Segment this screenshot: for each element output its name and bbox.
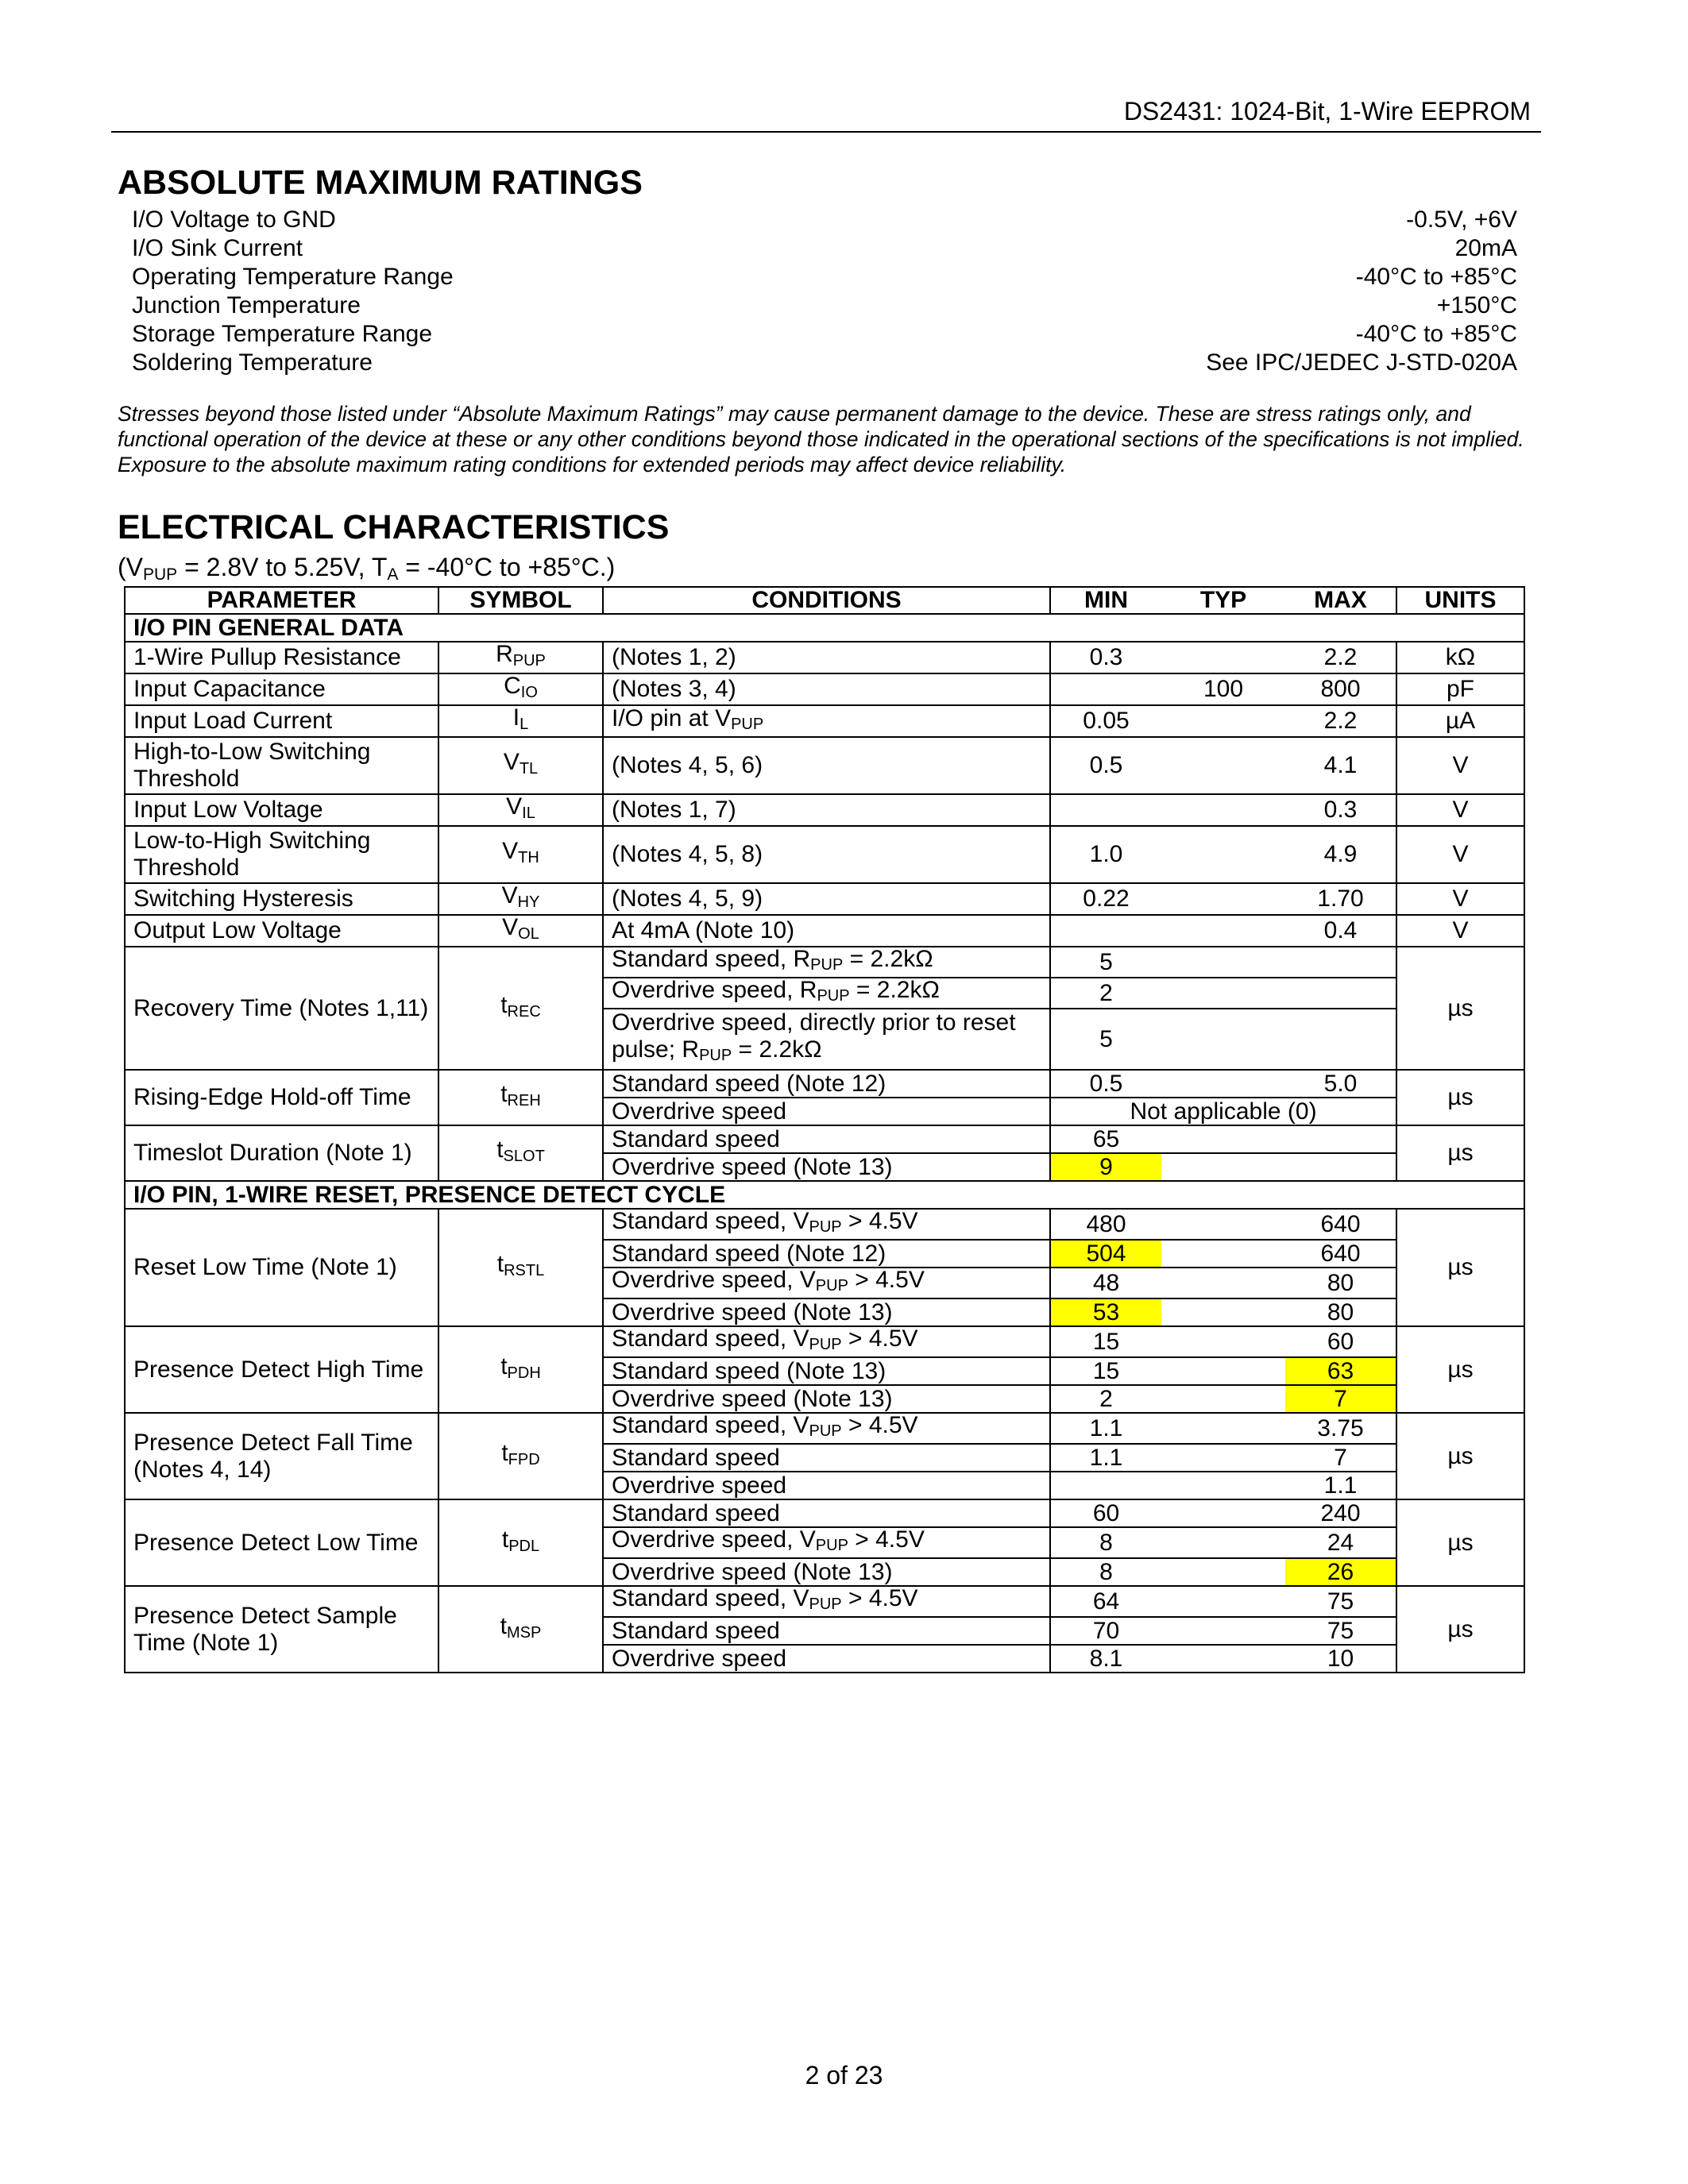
ec-conditions xyxy=(118,553,615,585)
min-cell: 48 xyxy=(1050,1268,1161,1298)
min-cell: 5 xyxy=(1050,947,1161,978)
typ-cell xyxy=(1161,1268,1285,1298)
cond-cell xyxy=(603,1268,1050,1298)
amr-value: -40°C to +85°C xyxy=(1355,321,1517,347)
sym-sub: IO xyxy=(520,684,538,701)
symbol-cell xyxy=(438,947,603,1070)
sym-letter: t xyxy=(496,1136,504,1163)
col-header-units: UNITS xyxy=(1396,587,1524,614)
min-cell: 0.5 xyxy=(1050,737,1161,794)
cond-cell: Standard speed (Note 12) xyxy=(603,1240,1050,1268)
amr-label: I/O Sink Current xyxy=(132,235,303,261)
min-cell: 8 xyxy=(1050,1558,1161,1586)
max-cell: 1.70 xyxy=(1285,883,1396,915)
max-cell: 24 xyxy=(1285,1527,1396,1558)
param-cell: Timeslot Duration (Note 1) xyxy=(125,1125,438,1181)
max-cell-highlighted: 63 xyxy=(1285,1357,1396,1385)
units-cell: µs xyxy=(1396,947,1524,1070)
sym-sub: REH xyxy=(507,1092,541,1109)
typ-cell xyxy=(1161,1558,1285,1586)
typ-cell: 100 xyxy=(1161,673,1285,705)
min-cell: 15 xyxy=(1050,1357,1161,1385)
sym-letter: t xyxy=(496,1251,504,1277)
symbol-cell xyxy=(438,737,603,794)
cond-text: Standard speed, V xyxy=(612,1209,809,1234)
cond-cell: Overdrive speed (Note 13) xyxy=(603,1385,1050,1413)
units-cell: µs xyxy=(1396,1499,1524,1586)
min-cell: 65 xyxy=(1050,1125,1161,1153)
ec-heading: ELECTRICAL CHARACTERISTICS xyxy=(118,508,670,546)
col-header-symbol: SYMBOL xyxy=(438,587,603,614)
max-cell: 75 xyxy=(1285,1617,1396,1645)
table-row xyxy=(125,947,1524,978)
sym-sub: PDL xyxy=(508,1537,540,1555)
typ-cell xyxy=(1161,642,1285,673)
min-cell: 2 xyxy=(1050,978,1161,1009)
cond-sub: PUP xyxy=(810,956,844,974)
not-applicable-cell: Not applicable (0) xyxy=(1050,1098,1396,1125)
cond-cell xyxy=(603,1527,1050,1558)
cond-cell: (Notes 1, 2) xyxy=(603,642,1050,673)
units-cell: µs xyxy=(1396,1413,1524,1499)
cond-sub: PUP xyxy=(809,1596,842,1613)
sym-sub: L xyxy=(520,716,529,733)
cond-cell: At 4mA (Note 10) xyxy=(603,915,1050,947)
document-header-title: DS2431: 1024-Bit, 1-Wire EEPROM xyxy=(1123,97,1531,125)
cond-cell xyxy=(603,1009,1050,1070)
cond-cell xyxy=(603,1326,1050,1357)
min-cell: 8.1 xyxy=(1050,1645,1161,1673)
amr-label: Soldering Temperature xyxy=(132,349,373,376)
cond-sub: PUP xyxy=(809,1422,842,1440)
sym-sub: OL xyxy=(518,925,539,943)
max-cell xyxy=(1285,1009,1396,1070)
max-cell: 80 xyxy=(1285,1298,1396,1326)
sym-letter: C xyxy=(504,673,521,699)
cond-text: Standard speed, V xyxy=(612,1413,809,1438)
min-cell: 60 xyxy=(1050,1499,1161,1527)
min-cell: 480 xyxy=(1050,1209,1161,1240)
table-row xyxy=(125,1070,1524,1098)
col-header-parameter: PARAMETER xyxy=(125,587,438,614)
sym-sub: REC xyxy=(507,1002,541,1021)
typ-cell xyxy=(1161,1125,1285,1153)
table-row xyxy=(125,673,1524,705)
header-rule xyxy=(111,131,1541,133)
units-cell: µs xyxy=(1396,1586,1524,1673)
units-cell: pF xyxy=(1396,673,1524,705)
cond-text: > 4.5V xyxy=(841,1209,918,1234)
amr-value: +150°C xyxy=(1436,292,1517,318)
units-cell: V xyxy=(1396,794,1524,826)
table-header-row xyxy=(125,587,1524,614)
max-cell: 3.75 xyxy=(1285,1413,1396,1444)
cond-text: > 4.5V xyxy=(848,1268,925,1293)
table-row xyxy=(125,1125,1524,1153)
max-cell: 640 xyxy=(1285,1240,1396,1268)
sym-letter: t xyxy=(500,991,508,1018)
cond-text: Overdrive speed, directly prior to reset pulse; R xyxy=(612,1009,1016,1063)
sym-sub: MSP xyxy=(507,1623,542,1642)
cond-text: > 4.5V xyxy=(848,1527,925,1553)
param-cell: Switching Hysteresis xyxy=(125,883,438,915)
sym-letter: V xyxy=(501,883,518,909)
cond-open: (V xyxy=(118,553,143,581)
param-cell: Presence Detect Sample Time (Note 1) xyxy=(125,1586,438,1673)
table-row xyxy=(125,642,1524,673)
cond-sub: PUP xyxy=(809,1336,842,1353)
cond-cell xyxy=(603,705,1050,737)
typ-cell xyxy=(1161,1326,1285,1357)
min-cell: 5 xyxy=(1050,1009,1161,1070)
symbol-cell xyxy=(438,705,603,737)
amr-row xyxy=(132,206,1517,234)
max-cell xyxy=(1285,1153,1396,1181)
cond-text: Standard speed, R xyxy=(612,947,811,972)
typ-cell xyxy=(1161,826,1285,883)
units-cell: V xyxy=(1396,737,1524,794)
table-row xyxy=(125,705,1524,737)
cond-close: = -40°C to +85°C.) xyxy=(398,553,616,581)
amr-row xyxy=(132,291,1517,320)
max-cell xyxy=(1285,947,1396,978)
sym-letter: t xyxy=(501,1526,509,1553)
page-number: 2 of 23 xyxy=(805,2061,883,2089)
max-cell: 2.2 xyxy=(1285,705,1396,737)
max-cell: 4.9 xyxy=(1285,826,1396,883)
param-cell: Input Low Voltage xyxy=(125,794,438,826)
param-cell: 1-Wire Pullup Resistance xyxy=(125,642,438,673)
max-cell-highlighted: 7 xyxy=(1285,1385,1396,1413)
cond-cell: (Notes 4, 5, 8) xyxy=(603,826,1050,883)
param-cell: High-to-Low Switching Threshold xyxy=(125,737,438,794)
section-reset-cycle: I/O PIN, 1-WIRE RESET, PRESENCE DETECT CYCLE xyxy=(125,1181,1524,1209)
cond-cell: Standard speed xyxy=(603,1617,1050,1645)
param-cell: Rising-Edge Hold-off Time xyxy=(125,1070,438,1125)
sym-letter: V xyxy=(506,794,523,820)
table-row xyxy=(125,1209,1524,1240)
typ-cell xyxy=(1161,1009,1285,1070)
typ-cell xyxy=(1161,705,1285,737)
max-cell: 0.4 xyxy=(1285,915,1396,947)
max-cell xyxy=(1285,978,1396,1009)
units-cell: µs xyxy=(1396,1125,1524,1181)
symbol-cell xyxy=(438,642,603,673)
amr-value: 20mA xyxy=(1454,235,1517,261)
max-cell: 1.1 xyxy=(1285,1472,1396,1499)
symbol-cell xyxy=(438,826,603,883)
cond-sub: PUP xyxy=(809,1218,842,1236)
cond-cell: Overdrive speed xyxy=(603,1098,1050,1125)
min-cell-highlighted: 53 xyxy=(1050,1298,1161,1326)
cond-cell: (Notes 4, 5, 9) xyxy=(603,883,1050,915)
sym-sub: PDH xyxy=(507,1364,541,1382)
amr-row xyxy=(132,320,1517,349)
cond-cell: Standard speed xyxy=(603,1499,1050,1527)
amr-value: -40°C to +85°C xyxy=(1355,264,1517,290)
typ-cell xyxy=(1161,1070,1285,1098)
typ-cell xyxy=(1161,1240,1285,1268)
typ-cell xyxy=(1161,1617,1285,1645)
col-header-min: MIN xyxy=(1050,587,1161,614)
typ-cell xyxy=(1161,1153,1285,1181)
table-row xyxy=(125,915,1524,947)
cond-mid: = 2.8V to 5.25V, T xyxy=(177,553,388,581)
cond-cell: Standard speed xyxy=(603,1125,1050,1153)
table-row xyxy=(125,1586,1524,1617)
max-cell: 640 xyxy=(1285,1209,1396,1240)
symbol-cell xyxy=(438,1586,603,1673)
section-row xyxy=(125,1181,1524,1209)
max-cell-highlighted: 26 xyxy=(1285,1558,1396,1586)
typ-cell xyxy=(1161,1385,1285,1413)
typ-cell xyxy=(1161,1298,1285,1326)
cond-cell xyxy=(603,1413,1050,1444)
typ-cell xyxy=(1161,1357,1285,1385)
cond-text: = 2.2kΩ xyxy=(732,1036,822,1063)
param-cell: Presence Detect High Time xyxy=(125,1326,438,1413)
units-cell: µA xyxy=(1396,705,1524,737)
cond-cell: Standard speed xyxy=(603,1444,1050,1472)
min-cell xyxy=(1050,1472,1161,1499)
min-cell xyxy=(1050,673,1161,705)
cond-text: Standard speed, V xyxy=(612,1586,809,1611)
sym-letter: t xyxy=(500,1612,507,1639)
symbol-cell xyxy=(438,673,603,705)
min-cell-highlighted: 504 xyxy=(1050,1240,1161,1268)
table-row xyxy=(125,1413,1524,1444)
sym-letter: V xyxy=(502,838,519,864)
param-cell: Reset Low Time (Note 1) xyxy=(125,1209,438,1326)
cond-text: Overdrive speed, V xyxy=(612,1527,816,1553)
typ-cell xyxy=(1161,1645,1285,1673)
table-row xyxy=(125,883,1524,915)
symbol-cell xyxy=(438,1070,603,1125)
cond-sub: PUP xyxy=(699,1047,732,1064)
col-header-conditions: CONDITIONS xyxy=(603,587,1050,614)
cond-text: = 2.2kΩ xyxy=(843,947,933,972)
section-row xyxy=(125,614,1524,642)
max-cell: 2.2 xyxy=(1285,642,1396,673)
typ-cell xyxy=(1161,1413,1285,1444)
cond-cell xyxy=(603,947,1050,978)
min-cell: 15 xyxy=(1050,1326,1161,1357)
symbol-cell xyxy=(438,1413,603,1499)
typ-cell xyxy=(1161,1499,1285,1527)
amr-row xyxy=(132,263,1517,291)
min-cell: 1.0 xyxy=(1050,826,1161,883)
symbol-cell xyxy=(438,794,603,826)
amr-label: I/O Voltage to GND xyxy=(132,206,336,233)
sym-letter: t xyxy=(501,1439,508,1466)
min-cell xyxy=(1050,794,1161,826)
amr-list xyxy=(132,206,1517,377)
amr-label: Operating Temperature Range xyxy=(132,264,454,290)
cond-text: > 4.5V xyxy=(841,1413,918,1438)
table-row xyxy=(125,737,1524,794)
min-cell: 1.1 xyxy=(1050,1444,1161,1472)
cond-sub: PUP xyxy=(731,715,764,733)
cond-text: Standard speed, V xyxy=(612,1326,809,1352)
param-cell: Output Low Voltage xyxy=(125,915,438,947)
min-cell-highlighted: 9 xyxy=(1050,1153,1161,1181)
cond-cell: Overdrive speed (Note 13) xyxy=(603,1153,1050,1181)
cond-cell xyxy=(603,1209,1050,1240)
units-cell: kΩ xyxy=(1396,642,1524,673)
max-cell: 4.1 xyxy=(1285,737,1396,794)
cond-cell: Overdrive speed xyxy=(603,1645,1050,1673)
max-cell xyxy=(1285,1125,1396,1153)
max-cell: 7 xyxy=(1285,1444,1396,1472)
min-cell: 0.3 xyxy=(1050,642,1161,673)
units-cell: µs xyxy=(1396,1070,1524,1125)
typ-cell xyxy=(1161,1586,1285,1617)
min-cell: 70 xyxy=(1050,1617,1161,1645)
typ-cell xyxy=(1161,1472,1285,1499)
cond-cell: (Notes 4, 5, 6) xyxy=(603,737,1050,794)
section-io-general: I/O PIN GENERAL DATA xyxy=(125,614,1524,642)
max-cell: 75 xyxy=(1285,1586,1396,1617)
stress-note: Stresses beyond those listed under “Absolute Maximum Ratings” may cause permanent damage to the device. These are stress ratings only, and functional operation of the device at these or any other conditions beyond those indicated in the operational sections of the specifications is not implied. Exposure to the absolute maximum rating conditions for extended periods may affect device reliability. xyxy=(118,402,1524,477)
amr-value: See IPC/JEDEC J-STD-020A xyxy=(1206,349,1517,376)
col-header-max: MAX xyxy=(1285,587,1396,614)
param-cell: Input Capacitance xyxy=(125,673,438,705)
cond-sub: PUP xyxy=(815,1277,848,1295)
cond-cell: Standard speed (Note 13) xyxy=(603,1357,1050,1385)
cond-cell: Overdrive speed xyxy=(603,1472,1050,1499)
amr-row xyxy=(132,234,1517,263)
cond-ta-sub: A xyxy=(387,565,399,584)
table-row xyxy=(125,1499,1524,1527)
cond-text: = 2.2kΩ xyxy=(849,978,940,1003)
sym-letter: t xyxy=(500,1081,508,1107)
sym-letter: V xyxy=(503,749,520,775)
sym-sub: TH xyxy=(518,849,539,866)
col-header-typ: TYP xyxy=(1161,587,1285,614)
cond-sub: PUP xyxy=(817,987,850,1005)
typ-cell xyxy=(1161,1209,1285,1240)
sym-sub: PUP xyxy=(512,652,546,669)
sym-sub: RSTL xyxy=(504,1262,545,1279)
amr-label: Junction Temperature xyxy=(132,292,361,318)
sym-sub: HY xyxy=(517,893,540,911)
cond-cell: Standard speed (Note 12) xyxy=(603,1070,1050,1098)
min-cell: 64 xyxy=(1050,1586,1161,1617)
min-cell xyxy=(1050,915,1161,947)
param-cell: Low-to-High Switching Threshold xyxy=(125,826,438,883)
param-cell: Presence Detect Fall Time (Notes 4, 14) xyxy=(125,1413,438,1499)
symbol-cell xyxy=(438,915,603,947)
param-cell: Input Load Current xyxy=(125,705,438,737)
typ-cell xyxy=(1161,794,1285,826)
cond-cell: (Notes 1, 7) xyxy=(603,794,1050,826)
max-cell: 0.3 xyxy=(1285,794,1396,826)
min-cell: 0.5 xyxy=(1050,1070,1161,1098)
table-row xyxy=(125,1326,1524,1357)
sym-sub: FPD xyxy=(508,1450,540,1468)
cond-text: > 4.5V xyxy=(841,1586,918,1611)
cond-cell xyxy=(603,1586,1050,1617)
sym-sub: SLOT xyxy=(503,1148,545,1165)
cond-text: Overdrive speed, V xyxy=(612,1268,816,1293)
max-cell: 10 xyxy=(1285,1645,1396,1673)
cond-cell: Overdrive speed (Note 13) xyxy=(603,1298,1050,1326)
symbol-cell xyxy=(438,1499,603,1586)
table-row xyxy=(125,794,1524,826)
amr-row xyxy=(132,349,1517,377)
min-cell: 0.05 xyxy=(1050,705,1161,737)
typ-cell xyxy=(1161,1444,1285,1472)
cond-text: Overdrive speed, R xyxy=(612,978,817,1003)
units-cell: V xyxy=(1396,915,1524,947)
min-cell: 8 xyxy=(1050,1527,1161,1558)
max-cell: 60 xyxy=(1285,1326,1396,1357)
symbol-cell xyxy=(438,1209,603,1326)
sym-letter: I xyxy=(512,705,520,731)
units-cell: V xyxy=(1396,826,1524,883)
amr-label: Storage Temperature Range xyxy=(132,321,433,347)
cond-cell: Overdrive speed (Note 13) xyxy=(603,1558,1050,1586)
typ-cell xyxy=(1161,737,1285,794)
min-cell: 1.1 xyxy=(1050,1413,1161,1444)
symbol-cell xyxy=(438,883,603,915)
units-cell: µs xyxy=(1396,1326,1524,1413)
typ-cell xyxy=(1161,1527,1285,1558)
min-cell: 2 xyxy=(1050,1385,1161,1413)
sym-letter: V xyxy=(502,915,519,940)
max-cell: 5.0 xyxy=(1285,1070,1396,1098)
units-cell: µs xyxy=(1396,1209,1524,1326)
cond-sub: PUP xyxy=(815,1537,848,1554)
amr-value: -0.5V, +6V xyxy=(1406,206,1517,233)
electrical-characteristics-table xyxy=(124,586,1525,1673)
max-cell: 80 xyxy=(1285,1268,1396,1298)
cond-cell: (Notes 3, 4) xyxy=(603,673,1050,705)
symbol-cell xyxy=(438,1326,603,1413)
param-cell: Recovery Time (Notes 1,11) xyxy=(125,947,438,1070)
cond-text: I/O pin at V xyxy=(612,705,732,731)
typ-cell xyxy=(1161,915,1285,947)
sym-sub: TL xyxy=(519,760,539,778)
max-cell: 800 xyxy=(1285,673,1396,705)
typ-cell xyxy=(1161,947,1285,978)
min-cell: 0.22 xyxy=(1050,883,1161,915)
amr-heading: ABSOLUTE MAXIMUM RATINGS xyxy=(118,164,643,202)
sym-letter: t xyxy=(500,1352,508,1379)
cond-cell xyxy=(603,978,1050,1009)
units-cell: V xyxy=(1396,883,1524,915)
max-cell: 240 xyxy=(1285,1499,1396,1527)
cond-text: > 4.5V xyxy=(841,1326,918,1352)
typ-cell xyxy=(1161,978,1285,1009)
symbol-cell xyxy=(438,1125,603,1181)
sym-letter: R xyxy=(496,642,513,667)
cond-vpup-sub: PUP xyxy=(143,565,178,584)
param-cell: Presence Detect Low Time xyxy=(125,1499,438,1586)
table-row xyxy=(125,826,1524,883)
sym-sub: IL xyxy=(522,805,535,822)
typ-cell xyxy=(1161,883,1285,915)
